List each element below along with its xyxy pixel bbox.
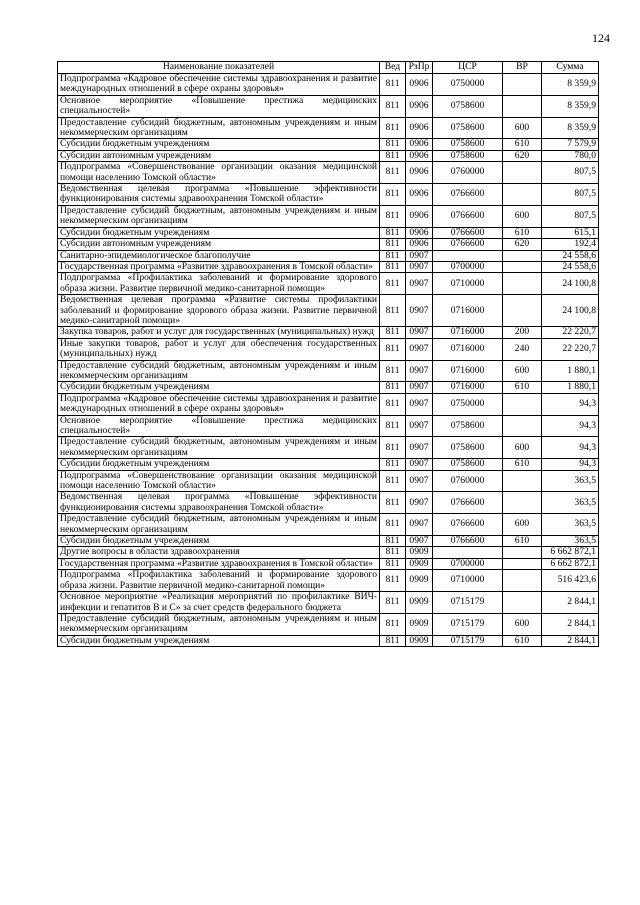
- table-row: [58, 95, 599, 117]
- row-rzpr-cell: 0909: [406, 558, 433, 569]
- row-rzpr-cell: 0906: [406, 227, 433, 238]
- row-ved-cell: 811: [380, 570, 406, 592]
- row-rzpr-cell: 0909: [406, 570, 433, 592]
- row-name-cell: Подпрограмма «Совершенствование организации оказания медицинской помощи населению Томской области»: [58, 470, 380, 492]
- row-name-cell: Подпрограмма «Профилактика заболеваний и формирование здорового образа жизни. Развитие первичной медико-санитарной помощи»: [58, 570, 380, 592]
- row-sum-cell: 363,5: [542, 470, 599, 492]
- row-ved-cell: 811: [380, 239, 406, 250]
- row-name-cell: Подпрограмма «Кадровое обеспечение системы здравоохранения и развитие международных отношений в сфере охраны здоровья»: [58, 393, 380, 415]
- row-ved-cell: 811: [380, 184, 406, 206]
- row-sum-cell: 363,5: [542, 514, 599, 536]
- row-sum-cell: 94,3: [542, 415, 599, 437]
- row-vr-cell: 610: [503, 227, 542, 238]
- row-sum-cell: 24 100,8: [542, 273, 599, 295]
- row-vr-cell: [503, 570, 542, 592]
- row-sum-cell: 6 662 872,1: [542, 558, 599, 569]
- row-vr-cell: [503, 492, 542, 514]
- row-ved-cell: 811: [380, 295, 406, 327]
- row-ved-cell: 811: [380, 273, 406, 295]
- row-name-cell: Субсидии бюджетным учреждениям: [58, 536, 380, 547]
- row-vr-cell: 610: [503, 139, 542, 150]
- row-csr-cell: 0710000: [433, 570, 503, 592]
- row-name-cell: Предоставление субсидий бюджетным, автономным учреждениям и иным некоммерческим организациям: [58, 205, 380, 227]
- row-rzpr-cell: 0906: [406, 162, 433, 184]
- row-rzpr-cell: 0907: [406, 393, 433, 415]
- row-rzpr-cell: 0909: [406, 613, 433, 635]
- row-name-cell: Субсидии бюджетным учреждениям: [58, 139, 380, 150]
- row-sum-cell: 22 220,7: [542, 327, 599, 338]
- row-ved-cell: 811: [380, 139, 406, 150]
- row-name-cell: Основное мероприятие «Реализация мероприятий по профилактике ВИЧ-инфекции и гепатитов В и С» за счет средств федерального бюджета: [58, 592, 380, 614]
- row-ved-cell: 811: [380, 459, 406, 470]
- row-rzpr-cell: 0907: [406, 338, 433, 360]
- row-ved-cell: 811: [380, 415, 406, 437]
- table-row: [58, 205, 599, 227]
- row-vr-cell: 600: [503, 117, 542, 139]
- row-rzpr-cell: 0907: [406, 360, 433, 382]
- header-csr: ЦСР: [433, 62, 503, 74]
- row-ved-cell: 811: [380, 613, 406, 635]
- row-name-cell: Ведомственная целевая программа «Повышение эффективности функционирования системы здравоохранения Томской области»: [58, 492, 380, 514]
- row-rzpr-cell: 0907: [406, 470, 433, 492]
- row-ved-cell: 811: [380, 382, 406, 393]
- row-sum-cell: 363,5: [542, 536, 599, 547]
- row-vr-cell: 240: [503, 338, 542, 360]
- row-vr-cell: 620: [503, 150, 542, 161]
- table-row: [58, 338, 599, 360]
- table-row: [58, 184, 599, 206]
- row-vr-cell: 600: [503, 437, 542, 459]
- row-name-cell: Субсидии бюджетным учреждениям: [58, 635, 380, 646]
- row-name-cell: Другие вопросы в области здравоохранения: [58, 547, 380, 558]
- row-ved-cell: 811: [380, 150, 406, 161]
- row-ved-cell: 811: [380, 261, 406, 272]
- row-name-cell: Основное мероприятие «Повышение престижа медицинских специальностей»: [58, 415, 380, 437]
- row-sum-cell: 24 100,8: [542, 295, 599, 327]
- row-ved-cell: 811: [380, 437, 406, 459]
- row-csr-cell: [433, 250, 503, 261]
- row-sum-cell: 6 662 872,1: [542, 547, 599, 558]
- row-rzpr-cell: 0907: [406, 273, 433, 295]
- row-rzpr-cell: 0906: [406, 74, 433, 96]
- row-rzpr-cell: 0907: [406, 415, 433, 437]
- row-sum-cell: 8 359,9: [542, 74, 599, 96]
- row-vr-cell: [503, 393, 542, 415]
- row-ved-cell: 811: [380, 592, 406, 614]
- row-ved-cell: 811: [380, 393, 406, 415]
- row-csr-cell: 0750000: [433, 74, 503, 96]
- row-csr-cell: 0758600: [433, 150, 503, 161]
- table-row: [58, 273, 599, 295]
- row-ved-cell: 811: [380, 514, 406, 536]
- table-row: [58, 470, 599, 492]
- table-row: [58, 492, 599, 514]
- row-name-cell: Предоставление субсидий бюджетным, автономным учреждениям и иным некоммерческим организациям: [58, 514, 380, 536]
- row-name-cell: Предоставление субсидий бюджетным, автономным учреждениям и иным некоммерческим организациям: [58, 117, 380, 139]
- row-name-cell: Государственная программа «Развитие здравоохранения в Томской области»: [58, 261, 380, 272]
- table-body: [58, 74, 599, 647]
- row-ved-cell: 811: [380, 558, 406, 569]
- row-csr-cell: 0715179: [433, 613, 503, 635]
- row-vr-cell: [503, 250, 542, 261]
- row-sum-cell: 24 558,6: [542, 261, 599, 272]
- row-ved-cell: 811: [380, 227, 406, 238]
- header-name: Наименование показателей: [58, 62, 380, 74]
- header-ved: Вед: [380, 62, 406, 74]
- row-csr-cell: [433, 547, 503, 558]
- table-row: [58, 227, 599, 238]
- row-csr-cell: 0715179: [433, 592, 503, 614]
- row-ved-cell: 811: [380, 327, 406, 338]
- row-name-cell: Субсидии бюджетным учреждениям: [58, 382, 380, 393]
- table-row: [58, 547, 599, 558]
- budget-table: [57, 61, 599, 647]
- row-name-cell: Закупка товаров, работ и услуг для государственных (муниципальных) нужд: [58, 327, 380, 338]
- row-name-cell: Субсидии автономным учреждениям: [58, 150, 380, 161]
- row-vr-cell: [503, 547, 542, 558]
- row-csr-cell: 0716000: [433, 327, 503, 338]
- row-sum-cell: 807,5: [542, 162, 599, 184]
- row-vr-cell: 610: [503, 536, 542, 547]
- row-name-cell: Государственная программа «Развитие здравоохранения в Томской области»: [58, 558, 380, 569]
- table-row: [58, 74, 599, 96]
- row-csr-cell: 0758600: [433, 117, 503, 139]
- row-csr-cell: 0716000: [433, 382, 503, 393]
- header-vr: ВР: [503, 62, 542, 74]
- row-csr-cell: 0766600: [433, 536, 503, 547]
- row-ved-cell: 811: [380, 635, 406, 646]
- table-row: [58, 613, 599, 635]
- row-name-cell: Ведомственная целевая программа «Повышение эффективности функционирования системы здравоохранения Томской области»: [58, 184, 380, 206]
- row-rzpr-cell: 0907: [406, 250, 433, 261]
- table-row: [58, 393, 599, 415]
- table-row: [58, 261, 599, 272]
- table-row: [58, 558, 599, 569]
- row-csr-cell: 0716000: [433, 295, 503, 327]
- row-rzpr-cell: 0907: [406, 437, 433, 459]
- row-vr-cell: [503, 415, 542, 437]
- row-rzpr-cell: 0907: [406, 382, 433, 393]
- row-rzpr-cell: 0907: [406, 459, 433, 470]
- row-vr-cell: [503, 261, 542, 272]
- row-rzpr-cell: 0907: [406, 536, 433, 547]
- row-ved-cell: 811: [380, 536, 406, 547]
- row-csr-cell: 0766600: [433, 227, 503, 238]
- row-rzpr-cell: 0906: [406, 205, 433, 227]
- row-csr-cell: 0750000: [433, 393, 503, 415]
- row-vr-cell: [503, 162, 542, 184]
- row-csr-cell: 0766600: [433, 205, 503, 227]
- row-rzpr-cell: 0909: [406, 635, 433, 646]
- row-sum-cell: 2 844,1: [542, 635, 599, 646]
- row-sum-cell: 2 844,1: [542, 592, 599, 614]
- row-sum-cell: 22 220,7: [542, 338, 599, 360]
- row-rzpr-cell: 0906: [406, 150, 433, 161]
- row-rzpr-cell: 0906: [406, 139, 433, 150]
- table-row: [58, 139, 599, 150]
- row-csr-cell: 0758600: [433, 95, 503, 117]
- row-ved-cell: 811: [380, 74, 406, 96]
- row-csr-cell: 0766600: [433, 184, 503, 206]
- row-rzpr-cell: 0907: [406, 261, 433, 272]
- row-rzpr-cell: 0906: [406, 117, 433, 139]
- row-sum-cell: 615,1: [542, 227, 599, 238]
- row-sum-cell: 807,5: [542, 184, 599, 206]
- table-row: [58, 514, 599, 536]
- row-sum-cell: 94,3: [542, 437, 599, 459]
- table-row: [58, 536, 599, 547]
- row-ved-cell: 811: [380, 162, 406, 184]
- row-ved-cell: 811: [380, 338, 406, 360]
- row-name-cell: Субсидии бюджетным учреждениям: [58, 227, 380, 238]
- row-vr-cell: [503, 74, 542, 96]
- row-ved-cell: 811: [380, 492, 406, 514]
- row-csr-cell: 0758600: [433, 139, 503, 150]
- row-rzpr-cell: 0906: [406, 95, 433, 117]
- row-name-cell: Субсидии бюджетным учреждениям: [58, 459, 380, 470]
- row-vr-cell: [503, 273, 542, 295]
- table-row: [58, 592, 599, 614]
- table-row: [58, 360, 599, 382]
- row-sum-cell: 24 558,6: [542, 250, 599, 261]
- row-vr-cell: 600: [503, 613, 542, 635]
- row-sum-cell: 2 844,1: [542, 613, 599, 635]
- row-vr-cell: 200: [503, 327, 542, 338]
- row-vr-cell: [503, 95, 542, 117]
- row-sum-cell: 1 880,1: [542, 382, 599, 393]
- row-csr-cell: 0766600: [433, 239, 503, 250]
- row-sum-cell: 94,3: [542, 393, 599, 415]
- row-sum-cell: 94,3: [542, 459, 599, 470]
- row-ved-cell: 811: [380, 95, 406, 117]
- row-name-cell: Санитарно-эпидемиологическое благополучие: [58, 250, 380, 261]
- row-sum-cell: 8 359,9: [542, 95, 599, 117]
- row-name-cell: Подпрограмма «Совершенствование организации оказания медицинской помощи населению Томской области»: [58, 162, 380, 184]
- row-ved-cell: 811: [380, 205, 406, 227]
- row-rzpr-cell: 0907: [406, 492, 433, 514]
- row-sum-cell: 8 359,9: [542, 117, 599, 139]
- row-vr-cell: [503, 184, 542, 206]
- row-vr-cell: [503, 295, 542, 327]
- row-vr-cell: 600: [503, 205, 542, 227]
- row-csr-cell: 0758600: [433, 437, 503, 459]
- row-csr-cell: 0715179: [433, 635, 503, 646]
- row-vr-cell: [503, 592, 542, 614]
- row-sum-cell: 516 423,6: [542, 570, 599, 592]
- row-sum-cell: 807,5: [542, 205, 599, 227]
- row-sum-cell: 1 880,1: [542, 360, 599, 382]
- table-row: [58, 382, 599, 393]
- table-row: [58, 295, 599, 327]
- table-row: [58, 250, 599, 261]
- table-row: [58, 415, 599, 437]
- table-row: [58, 239, 599, 250]
- row-ved-cell: 811: [380, 250, 406, 261]
- row-sum-cell: 780,0: [542, 150, 599, 161]
- row-ved-cell: 811: [380, 117, 406, 139]
- row-name-cell: Подпрограмма «Кадровое обеспечение системы здравоохранения и развитие международных отношений в сфере охраны здоровья»: [58, 74, 380, 96]
- row-csr-cell: 0710000: [433, 273, 503, 295]
- row-sum-cell: 363,5: [542, 492, 599, 514]
- row-csr-cell: 0758600: [433, 415, 503, 437]
- row-csr-cell: 0716000: [433, 360, 503, 382]
- row-vr-cell: 610: [503, 459, 542, 470]
- row-sum-cell: 192,4: [542, 239, 599, 250]
- table-row: [58, 635, 599, 646]
- header-rzpr: РзПр: [406, 62, 433, 74]
- row-rzpr-cell: 0907: [406, 327, 433, 338]
- table-row: [58, 117, 599, 139]
- row-rzpr-cell: 0909: [406, 547, 433, 558]
- table-row: [58, 150, 599, 161]
- row-csr-cell: 0766600: [433, 514, 503, 536]
- row-name-cell: Предоставление субсидий бюджетным, автономным учреждениям и иным некоммерческим организациям: [58, 360, 380, 382]
- row-vr-cell: [503, 470, 542, 492]
- row-name-cell: Предоставление субсидий бюджетным, автономным учреждениям и иным некоммерческим организациям: [58, 437, 380, 459]
- row-ved-cell: 811: [380, 360, 406, 382]
- row-csr-cell: 0700000: [433, 261, 503, 272]
- row-rzpr-cell: 0907: [406, 514, 433, 536]
- row-vr-cell: 610: [503, 635, 542, 646]
- row-ved-cell: 811: [380, 470, 406, 492]
- table-header-row: [58, 62, 599, 74]
- table-row: [58, 162, 599, 184]
- row-csr-cell: 0760000: [433, 162, 503, 184]
- page-number: 124: [592, 31, 610, 45]
- row-rzpr-cell: 0907: [406, 295, 433, 327]
- row-vr-cell: [503, 558, 542, 569]
- row-vr-cell: 620: [503, 239, 542, 250]
- row-rzpr-cell: 0906: [406, 184, 433, 206]
- header-sum: Сумма: [542, 62, 599, 74]
- row-csr-cell: 0766600: [433, 492, 503, 514]
- row-csr-cell: 0758600: [433, 459, 503, 470]
- row-csr-cell: 0700000: [433, 558, 503, 569]
- row-name-cell: Субсидии автономным учреждениям: [58, 239, 380, 250]
- row-sum-cell: 7 579,9: [542, 139, 599, 150]
- row-name-cell: Предоставление субсидий бюджетным, автономным учреждениям и иным некоммерческим организациям: [58, 613, 380, 635]
- row-name-cell: Основное мероприятие «Повышение престижа медицинских специальностей»: [58, 95, 380, 117]
- row-vr-cell: 610: [503, 382, 542, 393]
- table-row: [58, 459, 599, 470]
- row-rzpr-cell: 0906: [406, 239, 433, 250]
- row-vr-cell: 600: [503, 360, 542, 382]
- table-row: [58, 570, 599, 592]
- row-rzpr-cell: 0909: [406, 592, 433, 614]
- table-row: [58, 327, 599, 338]
- row-ved-cell: 811: [380, 547, 406, 558]
- row-csr-cell: 0760000: [433, 470, 503, 492]
- row-vr-cell: 600: [503, 514, 542, 536]
- row-name-cell: Подпрограмма «Профилактика заболеваний и формирование здорового образа жизни. Развитие первичной медико-санитарной помощи»: [58, 273, 380, 295]
- row-name-cell: Ведомственная целевая программа «Развитие системы профилактики заболеваний и формирование здорового образа жизни. Развитие первичной медико-санитарной помощи»: [58, 295, 380, 327]
- row-name-cell: Иные закупки товаров, работ и услуг для обеспечения государственных (муниципальных) нужд: [58, 338, 380, 360]
- table-row: [58, 437, 599, 459]
- row-csr-cell: 0716000: [433, 338, 503, 360]
